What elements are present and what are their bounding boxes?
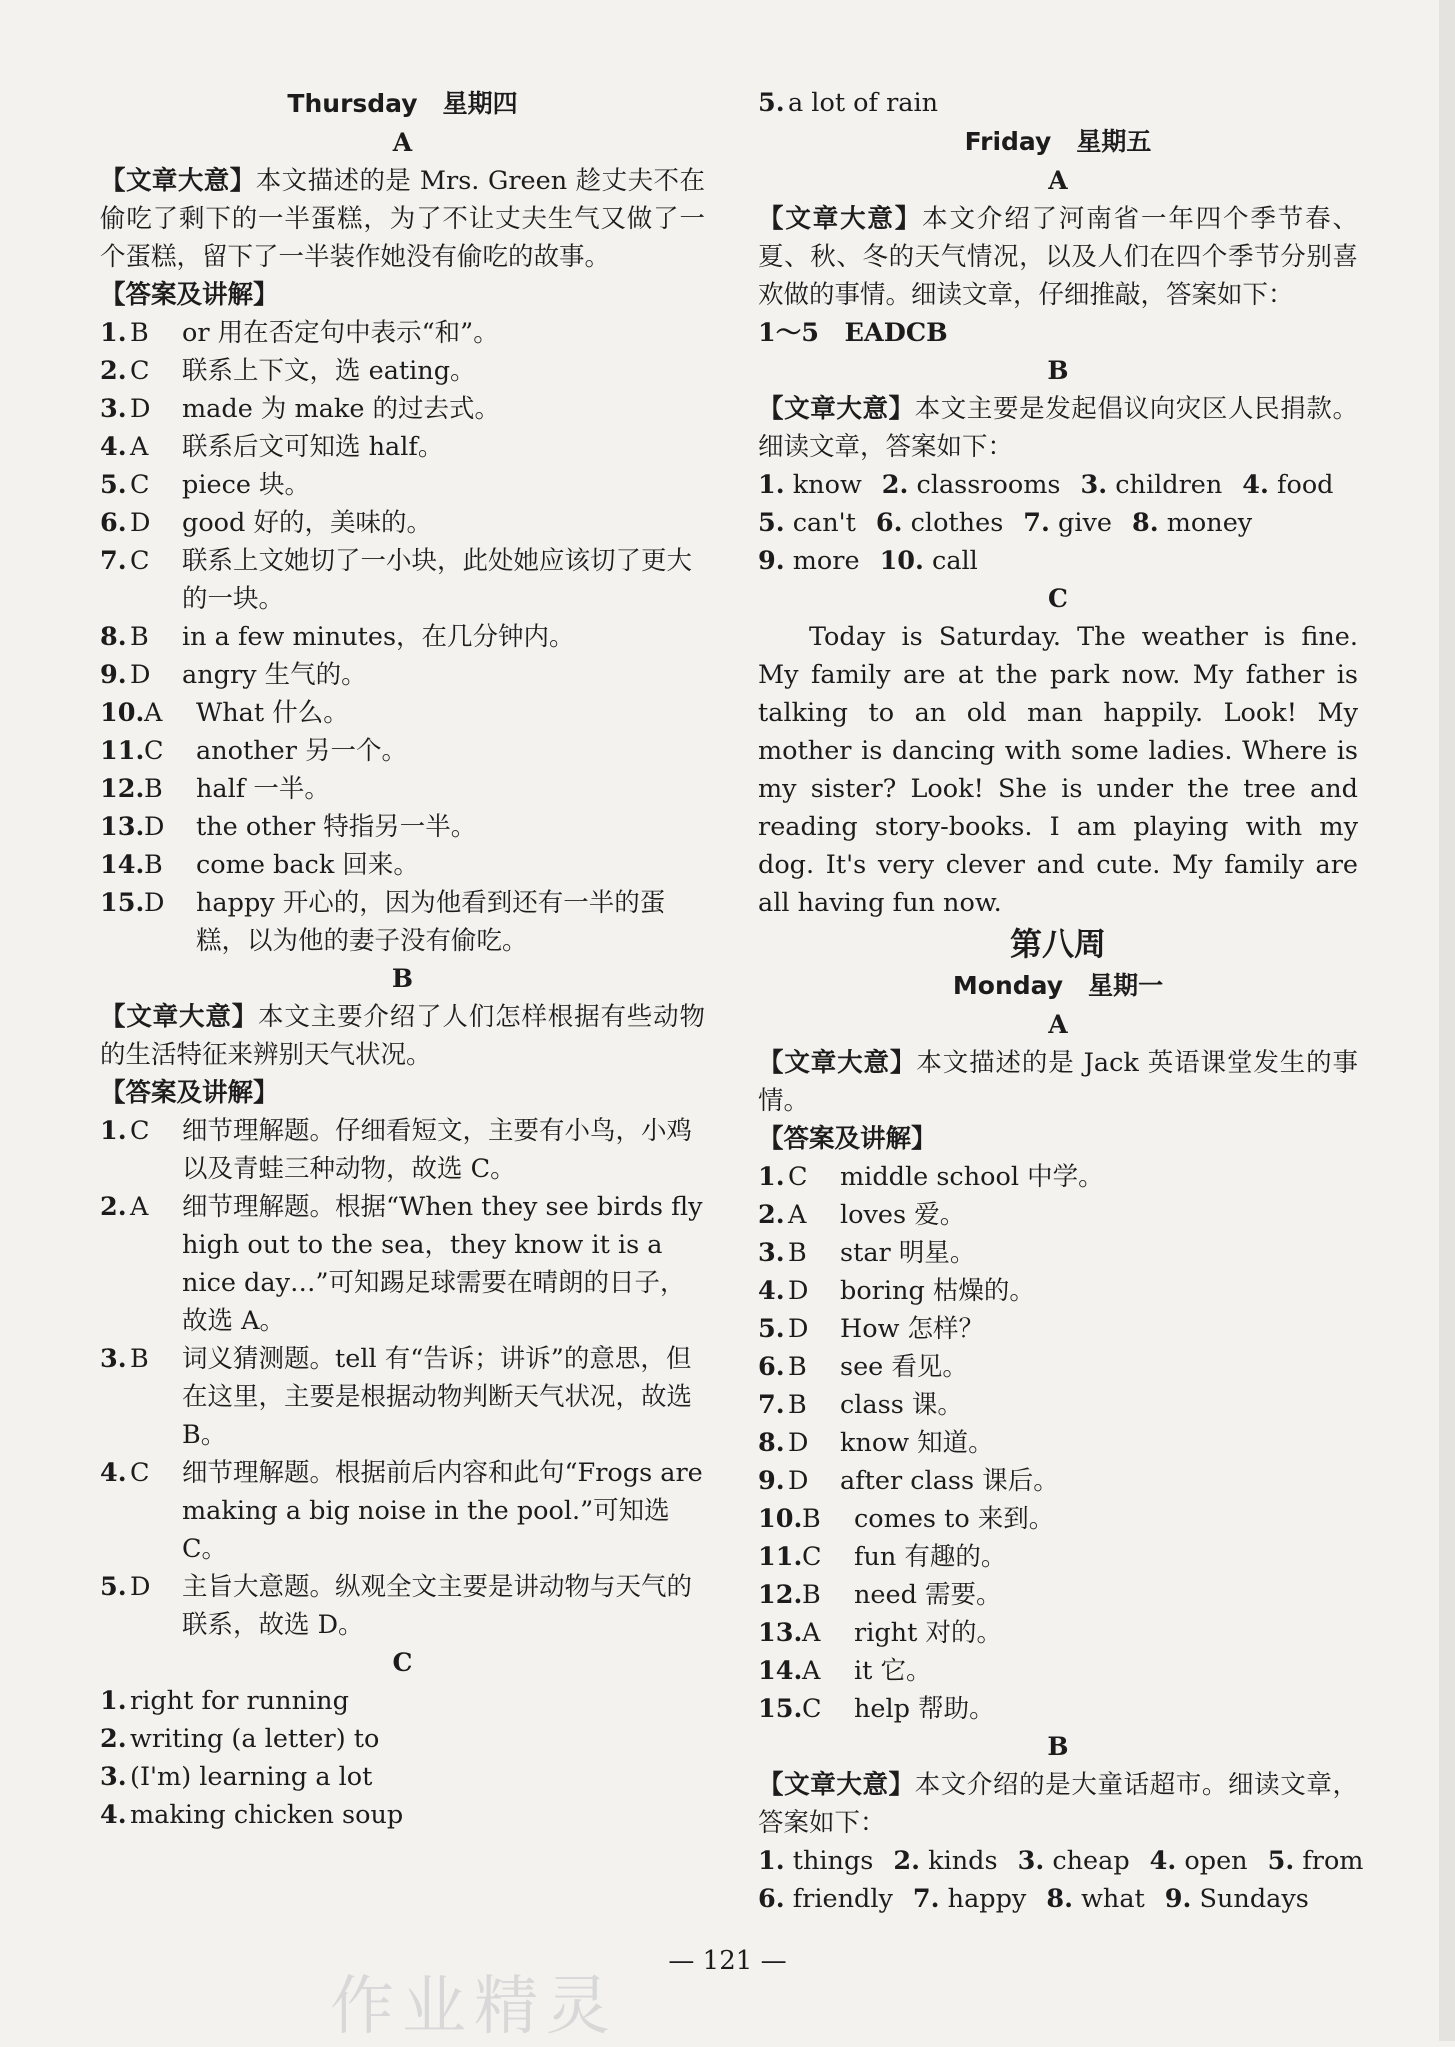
answer-text: happy 开心的，因为他看到还有一半的蛋糕，以为他的妻子没有偷吃。 [196,888,666,956]
answer-item [100,770,705,808]
answer-item [100,732,705,770]
answer-number: 2. [758,1200,785,1230]
answer-number: 1. [758,1846,785,1876]
answer-number: 12. [100,774,145,804]
answer-text: happy [947,1884,1027,1914]
summary-a2 [758,1044,1358,1120]
answer-choice: A [144,698,163,728]
answer-text: from [1302,1846,1364,1876]
answer-item [758,1424,1358,1462]
answer-item [758,1462,1358,1500]
answer-text: things [792,1846,874,1876]
answer-text: after class 课后。 [840,1466,1059,1496]
answer-number: 14. [758,1656,803,1686]
answer-number: 12. [758,1580,803,1610]
answer-text: right for running [130,1686,349,1716]
answer-text: 细节理解题。仔细看短文，主要有小鸟，小鸡以及青蛙三种动物，故选 C。 [182,1116,693,1184]
answer-number: 3. [1017,1846,1045,1876]
answer-item [1023,504,1112,542]
answer-item [913,1880,1026,1918]
answer-item [100,1796,705,1834]
answer-item [100,314,705,352]
answer-item [758,542,860,580]
answer-number: 7. [912,1884,940,1914]
answers-title: 【答案及讲解】 [100,280,279,310]
answer-text: the other 特指另一半。 [196,812,477,842]
answer-number: 5. [1267,1846,1295,1876]
answer-number: 1. [100,1686,127,1716]
answer-choice: D [788,1314,809,1344]
answer-choice: B [130,622,149,652]
answer-item [758,1614,1358,1652]
answer-item [100,466,705,504]
answer-item [758,1158,1358,1196]
answer-item [100,846,705,884]
summary-text: 本文介绍了河南省一年四个季节春、夏、秋、冬的天气情况，以及人们在四个季节分别喜欢做的事情。细读文章，仔细推敲，答案如下： [758,204,1358,310]
day-heading-monday: Monday 星期一 [952,971,1164,1000]
answer-text: piece 块。 [182,470,311,500]
answer-text: or 用在否定句中表示“和”。 [182,318,499,348]
answer-number: 9. [758,1466,785,1496]
answer-text: can't [792,508,856,538]
answer-item [100,1188,705,1340]
answer-text: clothes [910,508,1004,538]
answer-text: good 好的，美味的。 [182,508,432,538]
answer-item [758,1310,1358,1348]
answer-text: what [1081,1884,1145,1914]
section-a-heading: A [392,128,413,157]
answer-number: 14. [100,850,145,880]
answer-item [1018,1842,1130,1880]
answer-number: 6. [875,508,903,538]
answer-row [758,466,1358,504]
answer-number: 15. [758,1694,803,1724]
answer-number: 4. [758,1276,785,1306]
answer-number: 4. [100,1458,127,1488]
answer-choice: B [788,1352,807,1382]
answer-item [758,1690,1358,1728]
answer-number: 2. [100,1192,127,1222]
section-c-heading: C [392,1648,413,1677]
answer-item [100,504,705,542]
answer-number: 5. [758,1314,785,1344]
answer-number: 6. [758,1884,785,1914]
answer-text: What 什么。 [196,698,349,728]
answer-choice: C [130,1458,150,1488]
answer-number: 8. [1132,508,1159,538]
answer-number: 2. [893,1846,921,1876]
answer-item [100,1112,705,1188]
answer-number: 3. [758,1238,785,1268]
answer-item [758,1500,1358,1538]
summary-b [100,998,705,1074]
answer-choice: C [802,1542,822,1572]
answer-item [758,1386,1358,1424]
answer-text: know [792,470,862,500]
answer-choice: C [130,470,150,500]
answer-number: 10. [879,546,924,576]
answer-row [758,504,1358,542]
answer-choice: B [802,1580,821,1610]
right-column [758,84,1364,1918]
summary-tag: 【文章大意】 [758,204,923,234]
answer-text: need 需要。 [854,1580,1002,1610]
answer-choice: A [802,1618,821,1648]
answer-text: 细节理解题。根据“When they see birds fly high out to the sea，they know it is a nice day…”可知踢足球需要在晴朗的日子，故选 A。 [182,1192,703,1336]
answer-item [758,1652,1358,1690]
answer-item [100,884,705,960]
answer-number: 2. [100,1724,127,1754]
answer-item [758,1234,1358,1272]
page-edge [1439,0,1455,2041]
answer-item [100,1758,705,1796]
answer-item [882,466,1061,504]
answer-item [876,504,1003,542]
summary-tag: 【文章大意】 [100,166,256,196]
answer-text: right 对的。 [854,1618,1002,1648]
summary-text: 本文介绍的是大童话超市。细读文章，答案如下： [758,1770,1358,1838]
answer-number: 13. [100,812,145,842]
answer-number: 3. [100,1344,127,1374]
summary-b2 [758,1766,1358,1842]
answer-choice: D [130,1572,151,1602]
answer-item [1046,1880,1144,1918]
answer-choice: D [788,1276,809,1306]
answer-choice: B [788,1238,807,1268]
answer-number: 8. [100,622,127,652]
answer-text: more [792,546,860,576]
answer-number: 6. [758,1352,785,1382]
answer-number: 4. [1242,470,1269,500]
answer-item [100,542,705,618]
answer-text: comes to 来到。 [854,1504,1055,1534]
summary-text: 本文主要是发起倡议向灾区人民捐款。细读文章，答案如下： [758,394,1358,462]
answer-text: cheap [1052,1846,1130,1876]
answer-choice: C [130,356,150,386]
answer-choice: A [802,1656,821,1686]
answer-item [893,1842,997,1880]
answers-title: 【答案及讲解】 [100,1078,279,1108]
answer-choice: B [144,774,163,804]
answer-list-c [100,1682,705,1834]
section-c-heading: C [1048,584,1068,613]
answer-number: 8. [1046,1884,1073,1914]
answer-list-b [100,1112,705,1644]
answer-choice: A [788,1200,807,1230]
summary-tag: 【文章大意】 [758,1770,915,1800]
answer-number: 4. [100,1800,127,1830]
summary-b [758,390,1358,466]
answer-text: give [1058,508,1112,538]
answer-item [758,1842,873,1880]
answer-number: 7. [100,546,127,576]
answer-item [100,1568,705,1644]
answer-row [758,542,1358,580]
answer-rows-b [758,466,1358,580]
answer-item [1132,504,1252,542]
answer-item [758,1576,1358,1614]
answer-text: classrooms [916,470,1061,500]
answer-number: 9. [1164,1884,1192,1914]
answer-item [880,542,978,580]
answer-item [758,1272,1358,1310]
answer-choice: D [144,888,165,918]
answer-text: boring 枯燥的。 [840,1276,1035,1306]
answer-text: 主旨大意题。纵观全文主要是讲动物与天气的联系，故选 D。 [182,1572,693,1640]
answer-rows-b2 [758,1842,1364,1918]
answer-choice: C [130,1116,150,1146]
answer-choice: B [130,318,149,348]
answer-choice: D [788,1466,809,1496]
answer-text: food [1277,470,1334,500]
answer-text: open [1184,1846,1248,1876]
answer-number: 8. [758,1428,785,1458]
answer-number: 9. [100,660,127,690]
answer-text: 联系上下文，选 eating。 [182,356,476,386]
section-a-heading: A [1048,166,1068,195]
answer-choice: D [788,1428,809,1458]
answer-text: kinds [928,1846,998,1876]
answer-text: it 它。 [854,1656,932,1686]
answer-choice: B [802,1504,821,1534]
answer-item [758,1348,1358,1386]
answer-text: fun 有趣的。 [854,1542,1007,1572]
week-heading: 第八周 [1009,925,1106,963]
answer-choice: D [130,508,151,538]
answer-item [100,618,705,656]
answer-text: 词义猜测题。tell 有“告诉；讲诉”的意思，但在这里，主要是根据动物判断天气状况，故选 B。 [182,1344,693,1450]
answer-text: children [1115,470,1223,500]
answer-item [100,428,705,466]
answer-text: writing (a letter) to [130,1724,380,1754]
answer-text: half 一半。 [196,774,330,804]
answer-choice: B [788,1390,807,1420]
answer-item [100,1720,705,1758]
summary-tag: 【文章大意】 [758,1048,917,1078]
answer-list-a [100,314,705,960]
answer-choice: D [130,394,151,424]
answer-number: 5. [758,508,785,538]
answer-text: a lot of rain [788,88,939,118]
answer-text: How 怎样？ [840,1314,985,1344]
answer-number: 1. [100,318,127,348]
answer-row [758,1842,1364,1880]
answer-text: friendly [792,1884,893,1914]
section-b-heading: B [1047,356,1069,385]
answer-text: money [1166,508,1253,538]
answer-text: loves 爱。 [840,1200,966,1230]
answer-item [758,1196,1358,1234]
watermark: 作业精灵 [330,1970,618,2044]
answer-number: 2. [100,356,127,386]
answer-item [100,1454,705,1568]
answers-title: 【答案及讲解】 [758,1124,937,1154]
answer-choice: B [130,1344,149,1374]
answer-text: 细节理解题。根据前后内容和此句“Frogs are making a big noise in the pool.”可知选 C。 [182,1458,703,1564]
answer-number: 5. [100,470,127,500]
answer-text: see 看见。 [840,1352,968,1382]
answer-number: 11. [100,736,145,766]
summary-text: 本文描述的是 Mrs. Green 趁丈夫不在偷吃了剩下的一半蛋糕，为了不让丈夫生气又做了一个蛋糕，留下了一半装作她没有偷吃的故事。 [100,166,705,272]
answer-text: in a few minutes，在几分钟内。 [182,622,575,652]
answer-number: 3. [1080,470,1108,500]
section-b-heading: B [1047,1732,1069,1761]
answer-number: 1. [758,1162,785,1192]
answer-number: 5. [758,88,785,118]
answer-text: come back 回来。 [196,850,419,880]
passage-c: Today is Saturday. The weather is fine. My family are at the park now. My father is talking to an old man happily. Look! My mother is dancing with some ladies. Where is my sister? Look! She is under the tree and reading story-books. I am playing with my dog. It's very clever and cute. My family are all having fun now. [758,622,1358,918]
answer-choice: D [130,660,151,690]
answer-number: 1. [100,1116,127,1146]
answer-text: know 知道。 [840,1428,994,1458]
answer-text: help 帮助。 [854,1694,995,1724]
answer-item [100,1340,705,1454]
answer-choice: B [144,850,163,880]
answer-line: 1～5 EADCB [758,318,948,348]
section-b-heading: B [391,964,414,993]
answer-item [758,466,862,504]
answer-number: 13. [758,1618,803,1648]
answer-number: 3. [100,394,127,424]
answer-number: 4. [100,432,127,462]
answer-text: another 另一个。 [196,736,408,766]
answer-list-a2 [758,1158,1358,1728]
answer-text: call [932,546,978,576]
page-number: — 121 — [668,1946,787,1976]
answer-text: made 为 make 的过去式。 [182,394,501,424]
answer-row [758,1880,1358,1918]
answer-item [758,504,856,542]
day-heading-thursday: Thursday 星期四 [287,89,518,118]
answer-text: angry 生气的。 [182,660,367,690]
answer-number: 15. [100,888,145,918]
summary-tag: 【文章大意】 [758,394,915,424]
answer-item [100,656,705,694]
answer-item [100,694,705,732]
answer-text: Sundays [1199,1884,1309,1914]
answer-text: class 课。 [840,1390,963,1420]
answer-text: 联系后文可知选 half。 [182,432,444,462]
answer-item [1268,1842,1364,1880]
answer-text: 联系上文她切了一小块，此处她应该切了更大的一块。 [182,546,693,614]
left-column [100,84,705,1834]
answer-choice: C [788,1162,808,1192]
summary-text: 本文描述的是 Jack 英语课堂发生的事情。 [758,1048,1358,1116]
answer-item [758,1880,893,1918]
summary-a [100,162,705,276]
answer-choice: C [802,1694,822,1724]
answer-item [1242,466,1333,504]
answer-choice: C [130,546,150,576]
answer-number: 9. [758,546,785,576]
answer-number: 10. [758,1504,803,1534]
answer-number: 4. [1149,1846,1177,1876]
answer-number: 7. [1023,508,1050,538]
answer-item [100,352,705,390]
day-heading-friday: Friday 星期五 [964,127,1152,156]
answer-number: 2. [881,470,909,500]
answer-item [1150,1842,1248,1880]
answer-item [758,84,1358,122]
answer-item [100,390,705,428]
answer-number: 5. [100,1572,127,1602]
summary-a [758,200,1358,314]
summary-tag: 【文章大意】 [100,1002,259,1032]
answer-number: 11. [758,1542,803,1572]
answer-number: 6. [100,508,127,538]
answer-number: 1. [758,470,785,500]
section-a-heading: A [1048,1010,1068,1039]
answer-number: 7. [758,1390,785,1420]
answer-item [100,808,705,846]
summary-text: 本文主要介绍了人们怎样根据有些动物的生活特征来辨别天气状况。 [100,1002,705,1070]
answer-text: making chicken soup [130,1800,404,1830]
answer-choice: D [144,812,165,842]
answer-number: 3. [100,1762,127,1792]
answer-choice: A [130,432,149,462]
answer-choice: C [144,736,164,766]
answer-item [100,1682,705,1720]
answer-text: middle school 中学。 [840,1162,1104,1192]
answer-text: star 明星。 [840,1238,976,1268]
answer-text: (I'm) learning a lot [130,1762,373,1792]
answer-item [1165,1880,1309,1918]
answer-number: 10. [100,698,145,728]
answer-choice: A [130,1192,149,1222]
answer-item [1081,466,1223,504]
answer-item [758,1538,1358,1576]
